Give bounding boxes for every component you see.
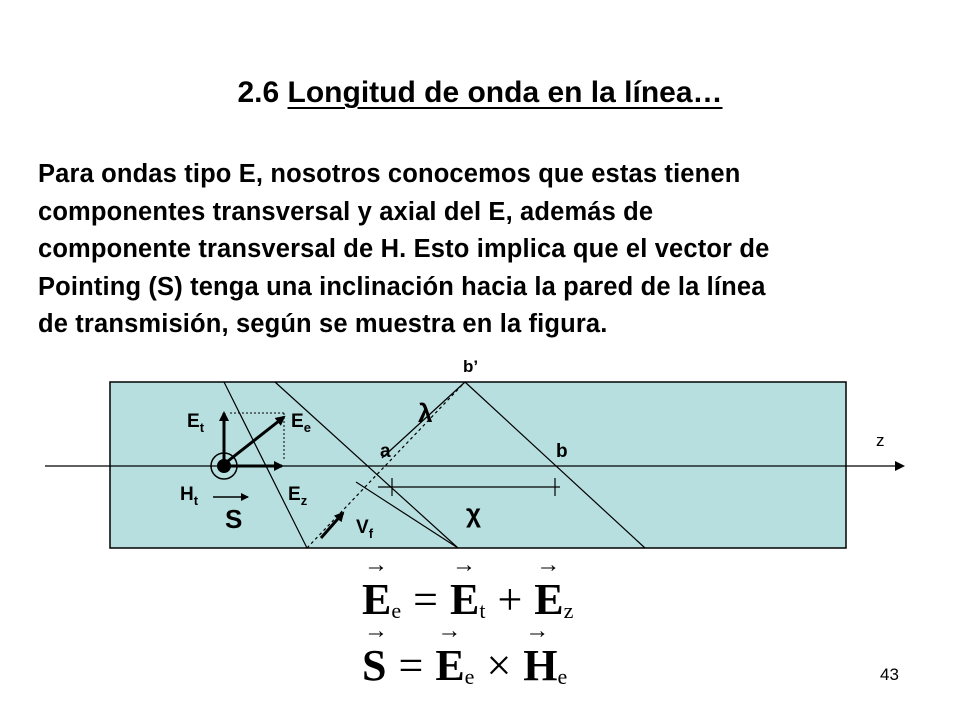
ht-label: $H_t$ bbox=[180, 484, 199, 508]
equals-sign: = bbox=[413, 575, 438, 624]
vec-e-z: → $E_z$ bbox=[534, 574, 573, 625]
chi-label: χ bbox=[466, 498, 481, 528]
vec-s: → S bbox=[362, 640, 386, 691]
vec-e-e: → $E_e$ bbox=[435, 640, 474, 691]
plus-sign: + bbox=[497, 575, 523, 624]
title-text: Longitud de onda en la línea… bbox=[287, 76, 723, 109]
b-label: b bbox=[556, 441, 568, 462]
cross-sign: × bbox=[486, 641, 512, 690]
s-label: S bbox=[225, 504, 243, 534]
et-label: $E_t$ bbox=[187, 411, 205, 435]
paragraph-line: de transmisión, según se muestra en la figura. bbox=[38, 310, 608, 338]
page-number: 43 bbox=[880, 665, 899, 684]
b-prime-label: b’ bbox=[463, 357, 479, 376]
title-number: 2.6 bbox=[237, 76, 280, 109]
vec-e-t: → $E_t$ bbox=[450, 574, 485, 625]
vec-e-e: → $E_e$ bbox=[362, 574, 401, 625]
a-label: a bbox=[380, 441, 391, 462]
paragraph-line: Pointing (S) tenga una inclinación hacia la pared de la línea bbox=[38, 272, 766, 301]
equals-sign: = bbox=[398, 641, 424, 690]
ee-label: $E_e$ bbox=[291, 411, 311, 435]
equation-poynting bbox=[362, 640, 567, 691]
vec-h-e: → $H_e$ bbox=[523, 640, 567, 691]
paragraph-line: Para ondas tipo E, nosotros conocemos que estas tienen bbox=[38, 160, 741, 188]
paragraph-line: componente transversal de H. Esto implica que el vector de bbox=[38, 235, 770, 263]
z-axis-label: z bbox=[876, 431, 885, 450]
lambda-label: λ bbox=[418, 398, 433, 428]
paragraph-line: componentes transversal y axial del E, además de bbox=[38, 197, 654, 226]
ez-label: $E_z$ bbox=[288, 484, 308, 508]
vf-label: $V_f$ bbox=[356, 517, 374, 541]
